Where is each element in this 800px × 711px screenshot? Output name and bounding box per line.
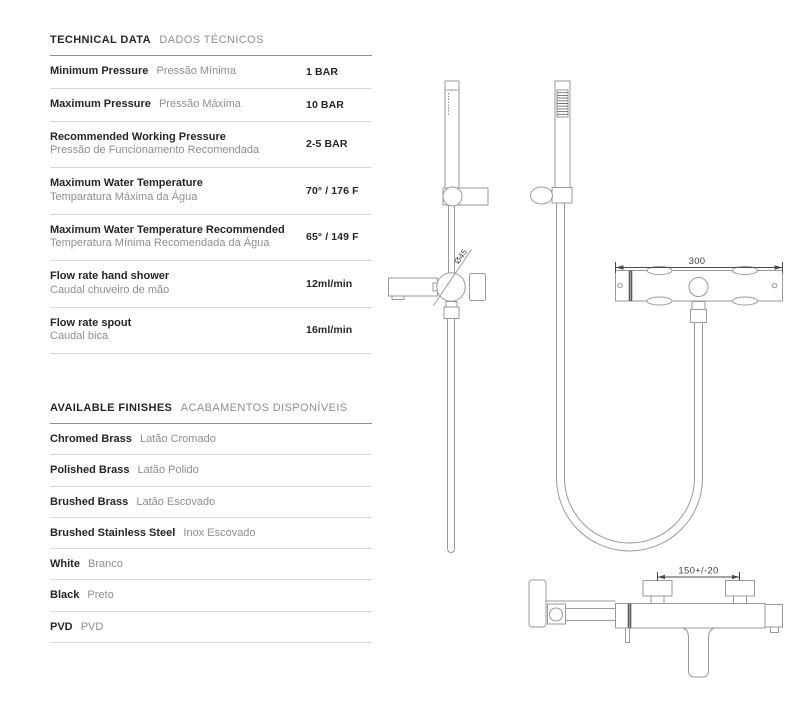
- technical-data-title-pt: DADOS TÉCNICOS: [159, 34, 264, 46]
- mixer-front-drawing: [529, 566, 783, 678]
- mixer-body: [616, 604, 766, 629]
- mixer-handle-right: [726, 581, 755, 597]
- hose-outlet-knob: [689, 278, 708, 297]
- finish-row-polished-brass: [50, 455, 372, 486]
- spec-value: 65° / 149 F: [306, 231, 359, 244]
- finish-row-brushed-brass: [50, 487, 372, 518]
- bath-spout: [683, 628, 715, 677]
- finish-label-pt: Branco: [88, 558, 123, 571]
- spec-row-flow-rate-spout: [50, 308, 372, 355]
- technical-data-title-en: TECHNICAL DATA: [50, 34, 151, 46]
- finish-label-en: Chromed Brass: [50, 433, 132, 445]
- spec-label-pt: Temperatura Mínima Recomendada da Água: [50, 237, 270, 250]
- technical-data-title: [50, 34, 372, 56]
- spec-label-en: Maximum Water Temperature Recommended: [50, 223, 285, 236]
- spec-label-en: Maximum Water Temperature: [50, 177, 203, 189]
- spec-row-minimum-pressure: [50, 56, 372, 89]
- spec-tables: [50, 34, 372, 643]
- valve-body: [437, 273, 466, 302]
- available-finishes-title: [50, 402, 372, 424]
- finish-label-pt: PVD: [80, 620, 104, 633]
- wall-holder: [552, 188, 572, 204]
- technical-data-section: [50, 34, 372, 354]
- hand-shower-handle: [445, 81, 459, 188]
- spec-label-pt: Pressão Mínima: [156, 65, 236, 77]
- holder-knob-side: [531, 187, 553, 204]
- finish-label-pt: Preto: [87, 589, 114, 602]
- finish-row-pvd: [50, 612, 372, 643]
- bar-width-dimension: 300: [688, 256, 706, 267]
- mixer-handle-left: [643, 581, 672, 597]
- spec-row-maximum-pressure: [50, 89, 372, 122]
- finish-label-pt: Inox Escovado: [183, 526, 256, 539]
- wall-flange: [529, 580, 546, 627]
- aerator: [392, 296, 404, 300]
- spout: [389, 278, 438, 296]
- finish-label-en: Black: [50, 589, 80, 602]
- valve-handle: [470, 274, 486, 301]
- finish-row-white: [50, 549, 372, 580]
- spec-row-max-water-temperature: [50, 168, 372, 215]
- valve-diameter-dimension: Ø45: [452, 247, 470, 266]
- spec-value: 16ml/min: [306, 324, 353, 337]
- spec-label-en: Flow rate hand shower: [50, 270, 170, 282]
- spec-row-max-water-temperature-recommended: [50, 215, 372, 262]
- technical-drawings: [385, 50, 800, 711]
- finish-row-chromed-brass: [50, 424, 372, 455]
- spec-label-pt: Temparatura Máxima da Água: [50, 190, 198, 203]
- spec-value: 1 BAR: [306, 65, 339, 78]
- available-finishes-title-pt: ACABAMENTOS DISPONÍVEIS: [180, 402, 348, 414]
- spec-label-en: Minimum Pressure: [50, 65, 149, 77]
- finish-label-pt: Latão Cromado: [139, 433, 216, 445]
- available-finishes-title-en: AVAILABLE FINISHES: [50, 402, 173, 414]
- holder-knob: [443, 187, 462, 206]
- spec-label-en: Flow rate spout: [50, 316, 132, 329]
- connection-distance-dimension: 150+/-20: [678, 565, 719, 577]
- spec-label-pt: Pressão de Funcionamento Recomendada: [50, 144, 260, 157]
- finish-label-en: Polished Brass: [50, 464, 130, 477]
- finish-label-en: Brushed Stainless Steel: [50, 526, 176, 539]
- spec-label-pt: Caudal bica: [50, 330, 109, 343]
- front-view-drawing: [389, 81, 489, 553]
- spec-value: 12ml/min: [306, 277, 353, 290]
- rail-bottom-cap: [448, 548, 455, 553]
- top-view-drawing: [616, 256, 783, 305]
- spec-label-en: Maximum Pressure: [50, 97, 151, 110]
- shower-hose-outer: [557, 203, 703, 551]
- finish-label-pt: Latão Polido: [137, 464, 199, 477]
- finish-row-black: [50, 580, 372, 611]
- spec-value: 10 BAR: [306, 98, 344, 111]
- spec-value: 70° / 176 F: [306, 184, 359, 197]
- finish-label-en: PVD: [50, 620, 73, 633]
- finish-label-en: Brushed Brass: [50, 495, 129, 508]
- spec-row-flow-rate-hand-shower: [50, 261, 372, 308]
- side-view-drawing: [531, 81, 707, 551]
- diverter-pull: [626, 628, 630, 643]
- finish-label-pt: Latão Escovado: [136, 495, 216, 508]
- available-finishes-section: [50, 402, 372, 643]
- spec-label-pt: Caudal chuveiro de mão: [50, 283, 170, 296]
- spec-value: 2-5 BAR: [306, 138, 348, 151]
- spec-row-working-pressure: [50, 122, 372, 169]
- finish-row-brushed-stainless-steel: [50, 518, 372, 549]
- spec-label-en: Recommended Working Pressure: [50, 130, 226, 143]
- spec-label-pt: Pressão Máxima: [158, 97, 241, 110]
- shower-hose-inner: [565, 203, 695, 543]
- finish-label-en: White: [50, 558, 80, 571]
- hose-nut: [691, 310, 707, 323]
